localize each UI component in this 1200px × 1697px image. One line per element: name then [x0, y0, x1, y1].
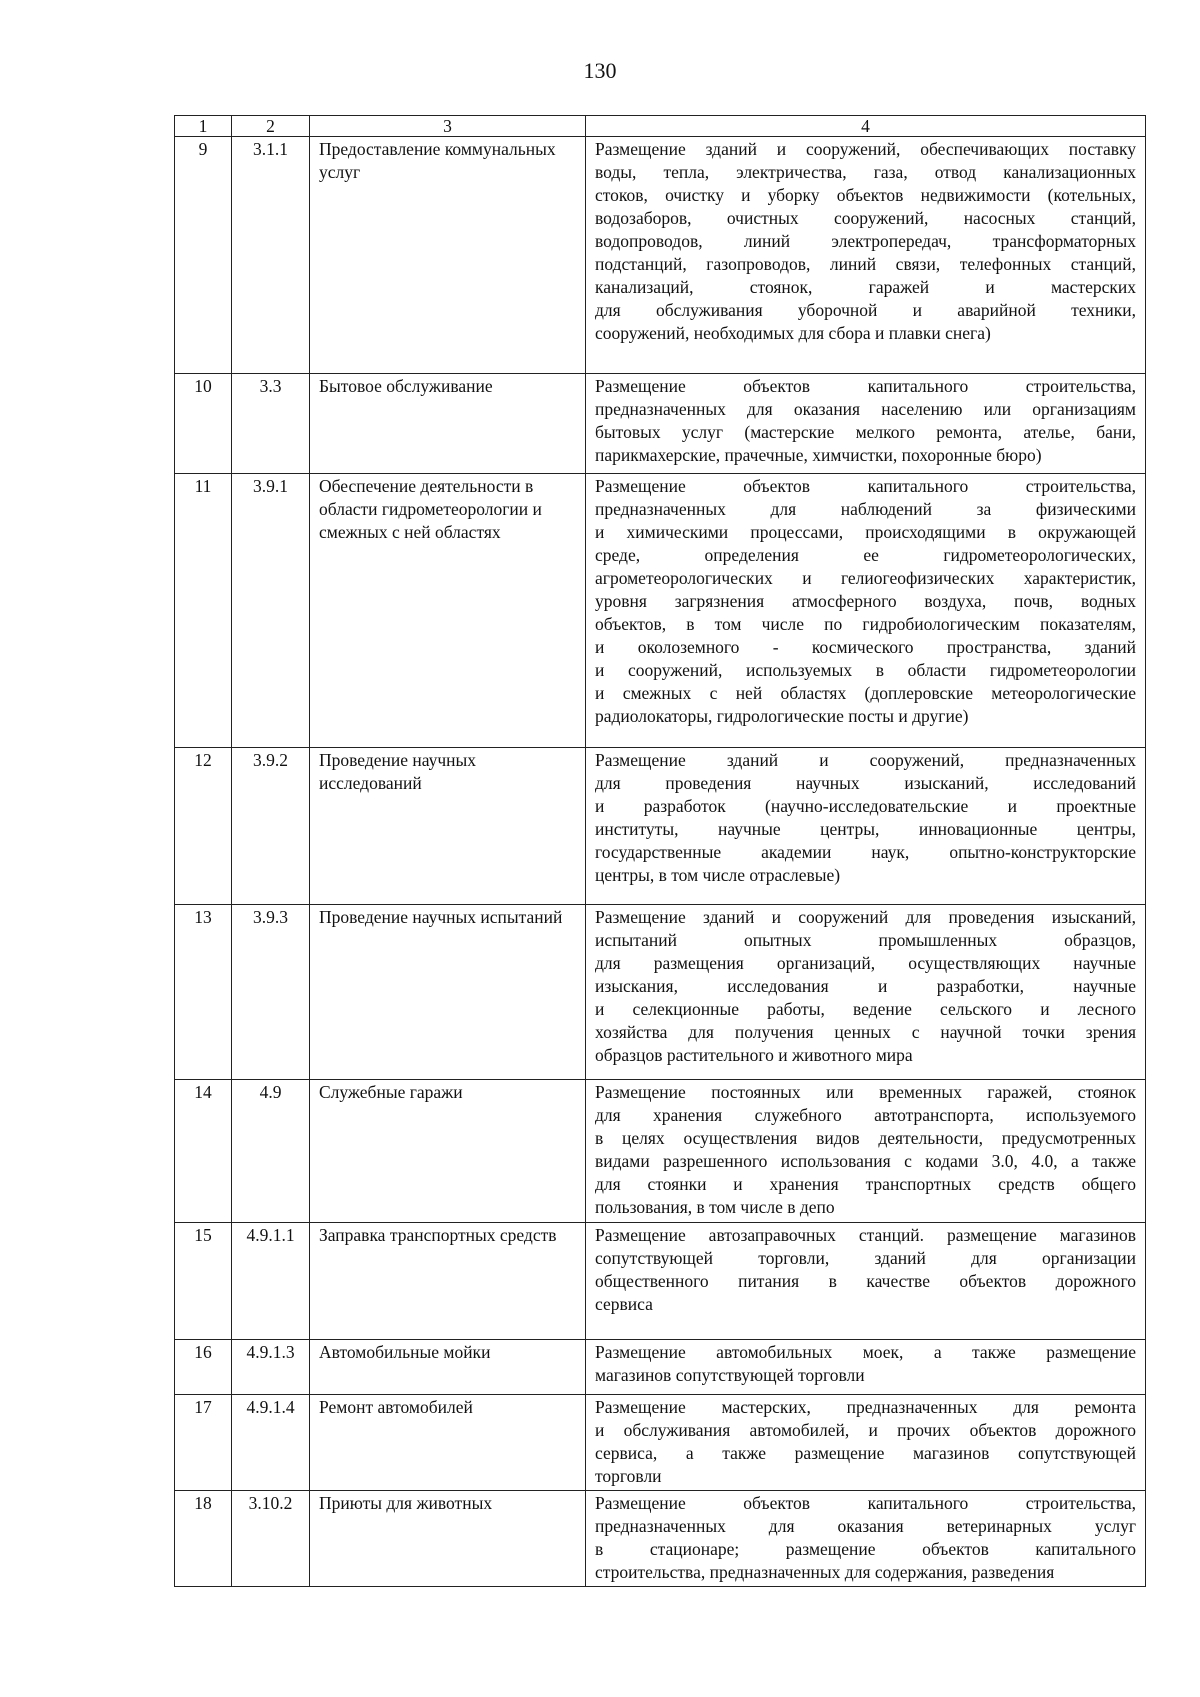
land-use-code: 3.9.3 [232, 905, 310, 1080]
description-line: Размещение объектов капитального строительства, [595, 476, 1136, 496]
description-line: объектов, в том числе по гидробиологическим показателям, [595, 614, 1136, 634]
description-line: для хранения служебного автотранспорта, используемого [595, 1105, 1136, 1125]
land-use-name: Приюты для животных [310, 1491, 586, 1587]
land-use-description [586, 905, 1146, 1080]
description-line: агрометеорологических и гелиогеофизических характеристик, [595, 568, 1136, 588]
table-row [175, 1223, 1146, 1340]
land-use-description [586, 374, 1146, 474]
land-use-description [586, 137, 1146, 374]
table-row [175, 905, 1146, 1080]
land-use-description [586, 748, 1146, 905]
land-use-description [586, 474, 1146, 748]
description-line: для обслуживания уборочной и аварийной техники, [595, 300, 1136, 320]
row-number: 18 [175, 1491, 232, 1587]
land-use-code: 3.9.2 [232, 748, 310, 905]
description-line: и разработок (научно-исследовательские и проектные [595, 796, 1136, 816]
description-line: Размещение мастерских, предназначенных для ремонта [595, 1397, 1136, 1417]
land-use-name: Бытовое обслуживание [310, 374, 586, 474]
table-body [175, 137, 1146, 1587]
description-line: видами разрешенного использования с кодами 3.0, 4.0, а также [595, 1151, 1136, 1171]
row-number: 10 [175, 374, 232, 474]
description-line: Размещение постоянных или временных гаражей, стоянок [595, 1082, 1136, 1102]
description-line: государственные академии наук, опытно-конструкторские [595, 842, 1136, 862]
description-line: водозаборов, очистных сооружений, насосных станций, [595, 208, 1136, 228]
description-line: строительства, предназначенных для содержания, разведения [595, 1562, 1055, 1582]
description-line: Размещение зданий и сооружений, предназначенных [595, 750, 1136, 770]
table-header-row [175, 116, 1146, 137]
row-number: 13 [175, 905, 232, 1080]
description-line: парикмахерские, прачечные, химчистки, похоронные бюро) [595, 445, 1042, 465]
row-number: 15 [175, 1223, 232, 1340]
description-line: для стоянки и хранения транспортных средств общего [595, 1174, 1136, 1194]
description-line: канализаций, стоянок, гаражей и мастерских [595, 277, 1136, 297]
description-line: и околоземного - космического пространства, зданий [595, 637, 1136, 657]
description-line: сооружений, необходимых для сбора и плавки снега) [595, 323, 991, 343]
description-line: институты, научные центры, инновационные центры, [595, 819, 1136, 839]
land-use-name: Служебные гаражи [310, 1080, 586, 1223]
land-use-name: Проведение научных испытаний [310, 905, 586, 1080]
description-line: в целях осуществления видов деятельности, предусмотренных [595, 1128, 1136, 1148]
table-row [175, 748, 1146, 905]
land-use-code: 3.10.2 [232, 1491, 310, 1587]
table-row [175, 1340, 1146, 1395]
description-line: и обслуживания автомобилей, и прочих объектов дорожного [595, 1420, 1136, 1440]
column-header-name: 3 [310, 116, 586, 137]
row-number: 14 [175, 1080, 232, 1223]
description-line: стоков, очистку и уборку объектов недвижимости (котельных, [595, 185, 1136, 205]
description-line: уровня загрязнения атмосферного воздуха, почв, водных [595, 591, 1136, 611]
description-line: и селекционные работы, ведение сельского и лесного [595, 999, 1136, 1019]
description-line: предназначенных для оказания ветеринарных услуг [595, 1516, 1136, 1536]
description-line: водопроводов, линий электропередач, трансформаторных [595, 231, 1136, 251]
table-row [175, 474, 1146, 748]
description-line: хозяйства для получения ценных с научной точки зрения [595, 1022, 1136, 1042]
description-line: и химическими процессами, происходящими в окружающей [595, 522, 1136, 542]
description-line: образцов растительного и животного мира [595, 1045, 913, 1065]
description-line: предназначенных для оказания населению или организациям [595, 399, 1136, 419]
description-line: изыскания, исследования и разработки, научные [595, 976, 1136, 996]
land-use-code: 4.9.1.1 [232, 1223, 310, 1340]
land-use-description [586, 1080, 1146, 1223]
row-number: 17 [175, 1395, 232, 1491]
land-use-name: Автомобильные мойки [310, 1340, 586, 1395]
description-line: подстанций, газопроводов, линий связи, телефонных станций, [595, 254, 1136, 274]
land-use-table [174, 115, 1146, 1587]
table-row [175, 137, 1146, 374]
row-number: 9 [175, 137, 232, 374]
column-header-code: 2 [232, 116, 310, 137]
land-use-code: 4.9 [232, 1080, 310, 1223]
description-line: и смежных с ней областях (доплеровские метеорологические [595, 683, 1136, 703]
description-line: Размещение объектов капитального строительства, [595, 376, 1136, 396]
table-row [175, 1080, 1146, 1223]
table-row [175, 1395, 1146, 1491]
description-line: Размещение автомобильных моек, а также размещение [595, 1342, 1136, 1362]
land-use-description [586, 1223, 1146, 1340]
description-line: для проведения научных изысканий, исследований [595, 773, 1136, 793]
land-use-name: Заправка транспортных средств [310, 1223, 586, 1340]
land-use-description [586, 1395, 1146, 1491]
description-line: Размещение зданий и сооружений для проведения изысканий, [595, 907, 1136, 927]
column-header-number: 1 [175, 116, 232, 137]
land-use-description [586, 1340, 1146, 1395]
description-line: центры, в том числе отраслевые) [595, 865, 841, 885]
table-row [175, 374, 1146, 474]
description-line: Размещение автозаправочных станций. размещение магазинов [595, 1225, 1136, 1245]
description-line: общественного питания в качестве объектов дорожного [595, 1271, 1136, 1291]
description-line: радиолокаторы, гидрологические посты и другие) [595, 706, 969, 726]
description-line: бытовых услуг (мастерские мелкого ремонта, ателье, бани, [595, 422, 1136, 442]
land-use-code: 4.9.1.3 [232, 1340, 310, 1395]
description-line: для размещения организаций, осуществляющих научные [595, 953, 1136, 973]
row-number: 16 [175, 1340, 232, 1395]
description-line: магазинов сопутствующей торговли [595, 1365, 865, 1385]
description-line: сопутствующей торговли, зданий для организации [595, 1248, 1136, 1268]
description-line: среде, определения ее гидрометеорологических, [595, 545, 1136, 565]
column-header-description: 4 [586, 116, 1146, 137]
land-use-code: 3.3 [232, 374, 310, 474]
land-use-code: 4.9.1.4 [232, 1395, 310, 1491]
land-use-name: Ремонт автомобилей [310, 1395, 586, 1491]
row-number: 12 [175, 748, 232, 905]
land-use-name: Предоставление коммунальных услуг [310, 137, 586, 374]
description-line: в стационаре; размещение объектов капитального [595, 1539, 1136, 1559]
description-line: и сооружений, используемых в области гидрометеорологии [595, 660, 1136, 680]
description-line: сервиса [595, 1294, 653, 1314]
description-line: торговли [595, 1466, 662, 1486]
land-use-name: Обеспечение деятельности в области гидрометеорологии и смежных с ней областях [310, 474, 586, 748]
description-line: Размещение объектов капитального строительства, [595, 1493, 1136, 1513]
description-line: предназначенных для наблюдений за физическими [595, 499, 1136, 519]
land-use-description [586, 1491, 1146, 1587]
table-row [175, 1491, 1146, 1587]
land-use-code: 3.9.1 [232, 474, 310, 748]
page-number: 130 [583, 58, 617, 83]
description-line: сервиса, а также размещение магазинов сопутствующей [595, 1443, 1136, 1463]
description-line: испытаний опытных промышленных образцов, [595, 930, 1136, 950]
description-line: Размещение зданий и сооружений, обеспечивающих поставку [595, 139, 1136, 159]
description-line: пользования, в том числе в депо [595, 1197, 835, 1217]
land-use-code: 3.1.1 [232, 137, 310, 374]
land-use-name: Проведение научных исследований [310, 748, 586, 905]
row-number: 11 [175, 474, 232, 748]
description-line: воды, тепла, электричества, газа, отвод канализационных [595, 162, 1136, 182]
